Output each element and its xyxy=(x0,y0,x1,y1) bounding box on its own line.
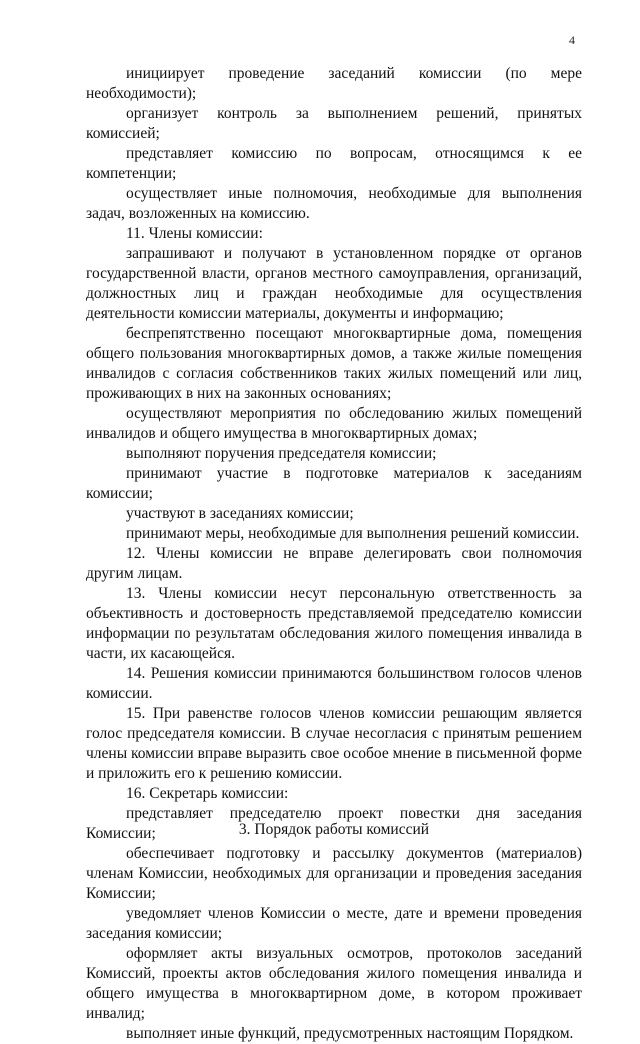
paragraph-15: 14. Решения комиссии принимаются большинством голосов членов комиссии. xyxy=(86,665,582,702)
paragraph-3: представляет комиссию по вопросам, относящимся к ее компетенции; xyxy=(86,145,582,182)
paragraph-17: 16. Секретарь комиссии: xyxy=(126,785,289,802)
document-body xyxy=(86,64,582,1044)
paragraph-6: запрашивают и получают в установленном порядке от органов государственной власти, органов местного самоуправления, организаций, должностных лиц и граждан необходимые для осуществления деятельности комиссии материалы, документы и информацию; xyxy=(86,245,582,322)
paragraph-18: представляет председателю проект повестки дня заседания Комиссии; xyxy=(86,805,582,842)
paragraph-4: осуществляет иные полномочия, необходимые для выполнения задач, возложенных на комиссию. xyxy=(86,185,582,222)
paragraph-13: 12. Члены комиссии не вправе делегировать свои полномочия другим лицам. xyxy=(86,545,582,582)
paragraph-16: 15. При равенстве голосов членов комиссии решающим является голос председателя комиссии. В случае несогласия с принятым решением члены комиссии вправе выразить свое особое мнение в письменной форме и приложить его к решению комиссии. xyxy=(86,705,582,782)
page-number: 4 xyxy=(569,33,575,47)
paragraph-2: организует контроль за выполнением решений, принятых комиссией; xyxy=(86,105,582,142)
paragraph-19: обеспечивает подготовку и рассылку документов (материалов) членам Комиссии, необходимых для организации и проведения заседания Комиссии; xyxy=(86,845,582,902)
paragraph-10: принимают участие в подготовке материалов к заседаниям комиссии; xyxy=(86,465,582,502)
paragraph-21: оформляет акты визуальных осмотров, протоколов заседаний Комиссий, проекты актов обследования жилого помещения инвалида и общего имущества в многоквартирном доме, в котором проживает инвалид; xyxy=(86,945,582,1022)
paragraph-8: осуществляют мероприятия по обследованию жилых помещений инвалидов и общего имущества в многоквартирных домах; xyxy=(86,405,582,442)
paragraph-20: уведомляет членов Комиссии о месте, дате и времени проведения заседания комиссии; xyxy=(86,905,582,942)
paragraph-7: беспрепятственно посещают многоквартирные дома, помещения общего пользования многоквартирных домов, а также жилые помещения инвалидов с согласия собственников таких жилых помещений или лиц, проживающих в них на законных основаниях; xyxy=(86,325,582,402)
paragraph-5: 11. Члены комиссии: xyxy=(126,225,263,242)
paragraph-22: выполняет иные функций, предусмотренных настоящим Порядком. xyxy=(126,1025,574,1042)
paragraph-1: инициирует проведение заседаний комиссии (по мере необходимости); xyxy=(86,65,582,102)
section-heading: 3. Порядок работы комиссий xyxy=(238,821,430,838)
paragraph-11: участвуют в заседаниях комиссии; xyxy=(126,505,354,522)
paragraph-9: выполняют поручения председателя комиссии; xyxy=(126,445,437,462)
paragraph-14: 13. Члены комиссии несут персональную ответственность за объективность и достоверность представляемой председателю комиссии информации по результатам обследования жилого помещения инвалида в части, их касающейся. xyxy=(86,585,582,662)
paragraph-12: принимают меры, необходимые для выполнения решений комиссии. xyxy=(126,525,580,542)
